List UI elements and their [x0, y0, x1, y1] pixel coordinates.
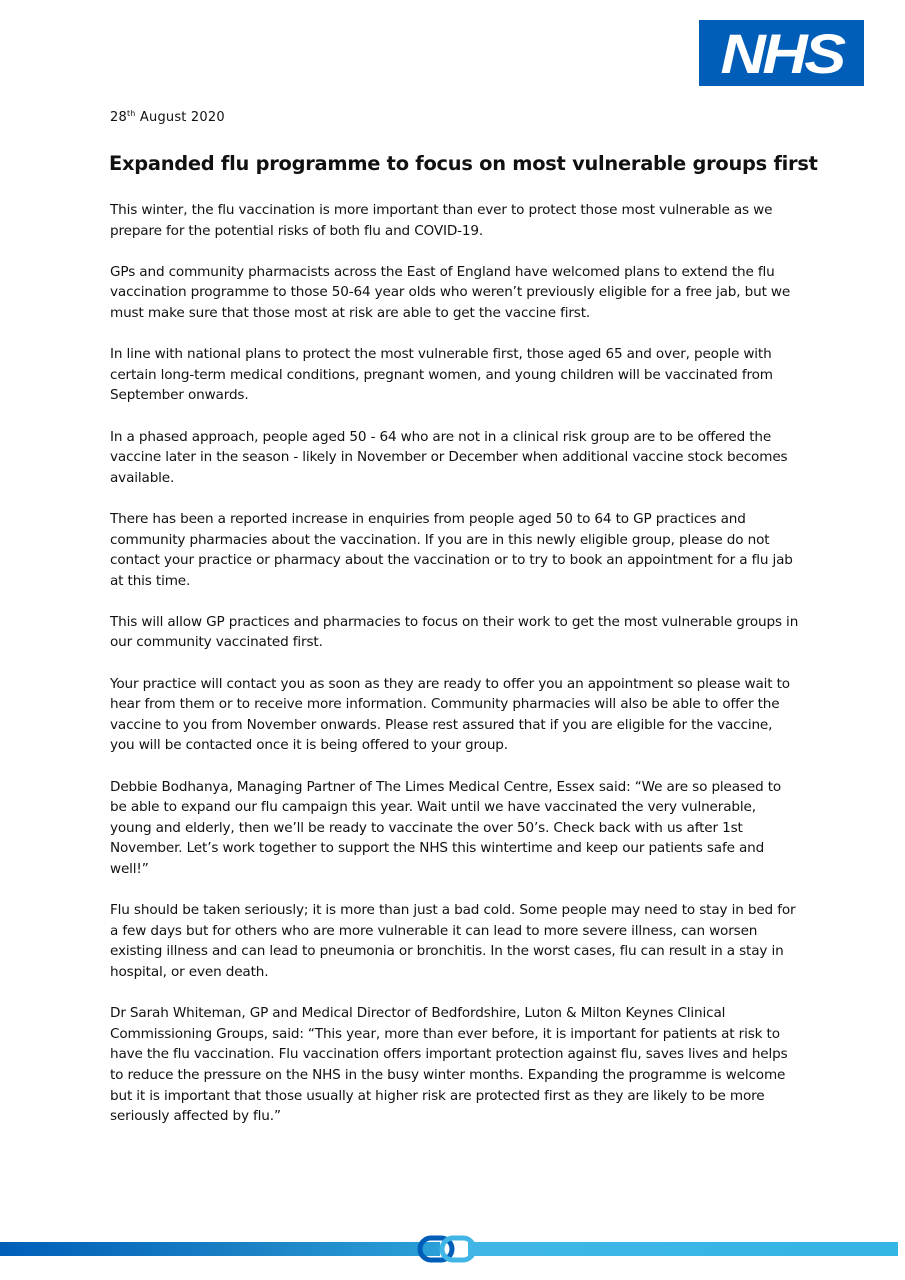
nhs-logo	[699, 20, 864, 86]
paragraph: Dr Sarah Whiteman, GP and Medical Director of Bedfordshire, Luton & Milton Keynes Clinical Commissioning Groups, said: “This year, more than ever before, it is important for patients at risk to have the flu vaccination. Flu vaccination offers important protection against flu, saves lives and helps to reduce the pressure on the NHS in the busy winter months. Expanding the programme is welcome but it is important that those usually at higher risk are protected first as they are likely to be more seriously affected by flu.”	[110, 1005, 788, 1125]
paragraph: GPs and community pharmacists across the East of England have welcomed plans to extend the flu vaccination programme to those 50-64 year olds who weren’t previously eligible for a free jab, but we must make sure that those most at risk are able to get the vaccine first.	[110, 263, 791, 321]
paragraph: In line with national plans to protect the most vulnerable first, those aged 65 and over, people with certain long-term medical conditions, pregnant women, and young children will be vaccinated from September onwards.	[110, 346, 773, 404]
footer-bar-left	[0, 1242, 440, 1256]
date-suffix: th	[126, 109, 136, 118]
date-day: 28	[110, 110, 127, 125]
date-month-year: August 2020	[139, 110, 225, 125]
paragraph: Debbie Bodhanya, Managing Partner of The Limes Medical Centre, Essex said: “We are so pleased to be able to expand our flu campaign this year. Wait until we have vaccinated the very vulnerable, young and elderly, then we’ll be ready to vaccinate the over 50’s. Check back with us after 1st November. Let’s work together to support the NHS this wintertime and keep our patients safe and well!”	[110, 778, 782, 877]
nhs-logo-text: NHS	[720, 22, 843, 85]
footer-bar	[0, 1242, 905, 1256]
paragraph: Flu should be taken seriously; it is more than just a bad cold. Some people may need to stay in bed for a few days but for others who are more vulnerable it can lead to more severe illness, can worsen existing illness and can lead to pneumonia or bronchitis. In the worst cases, flu can result in a stay in hospital, or even death.	[110, 902, 796, 980]
chain-link-icon	[417, 1234, 477, 1264]
document-date	[110, 109, 225, 127]
footer-bar-right	[468, 1242, 898, 1256]
paragraph: There has been a reported increase in enquiries from people aged 50 to 64 to GP practices and community pharmacies about the vaccination. If you are in this newly eligible group, please do not contact your practice or pharmacy about the vaccination or to try to book an appointment for a flu jab at this time.	[110, 510, 793, 589]
paragraph: This winter, the flu vaccination is more important than ever to protect those most vulnerable as we prepare for the potential risks of both flu and COVID-19.	[110, 202, 773, 239]
paragraph: Your practice will contact you as soon as they are ready to offer you an appointment so please wait to hear from them or to receive more information. Community pharmacies will also be able to offer the vaccine to you from November onwards. Please rest assured that if you are eligible for the vaccine, you will be contacted once it is being offered to your group.	[110, 675, 790, 754]
paragraph: This will allow GP practices and pharmacies to focus on their work to get the most vulnerable groups in our community vaccinated first.	[110, 613, 799, 651]
page-title: Expanded flu programme to focus on most vulnerable groups first	[109, 152, 818, 175]
article-body	[110, 200, 800, 1147]
paragraph: In a phased approach, people aged 50 - 64 who are not in a clinical risk group are to be offered the vaccine later in the season - likely in November or December when additional vaccine stock becomes available.	[110, 428, 788, 486]
